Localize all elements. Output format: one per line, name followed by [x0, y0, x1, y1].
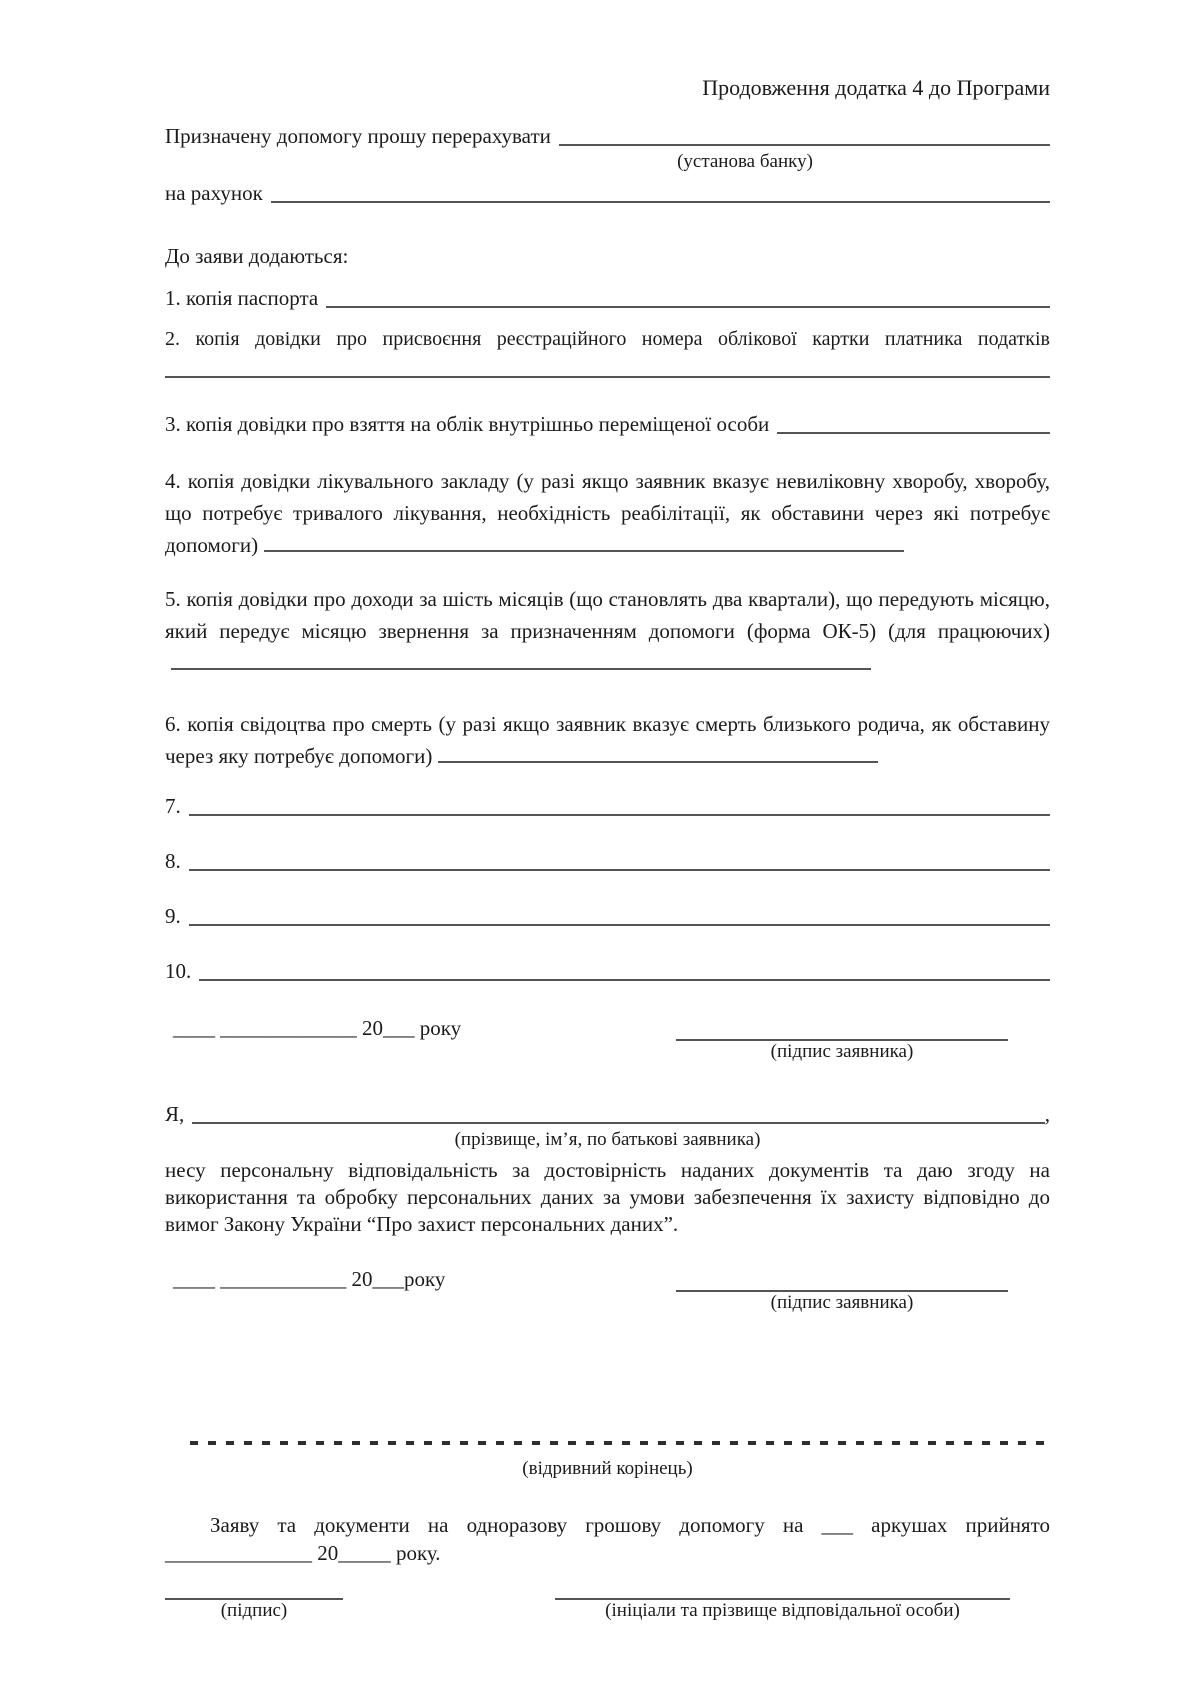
attachment-item-9-number: 9.	[165, 904, 181, 928]
attachment-item-7	[165, 793, 1050, 819]
official-signature-block	[165, 1598, 343, 1622]
declaration-name-caption: (прізвище, ім’я, по батькові заявника)	[454, 1129, 761, 1150]
attachment-item-8	[165, 848, 1050, 874]
date-signature-row-1	[165, 1015, 1050, 1063]
attachment-item-10-blank	[199, 958, 1050, 981]
tear-off-signature-row	[165, 1598, 1050, 1622]
page-title: Продовження додатка 4 до Програми	[702, 75, 1050, 100]
applicant-signature-block-2	[676, 1266, 1008, 1314]
date-line-2: ____ ____________ 20___року	[173, 1267, 446, 1291]
attachment-item-3-label: 3. копія довідки про взяття на облік внутрішньо переміщеної особи	[165, 412, 770, 436]
declaration-trailing-comma: ,	[1044, 1102, 1050, 1126]
attachment-item-8-blank	[189, 848, 1050, 871]
attachment-item-6-blank	[438, 740, 878, 763]
attachment-item-7-number: 7.	[165, 794, 181, 818]
declaration-name-row	[165, 1101, 1050, 1127]
account-row	[165, 180, 1050, 206]
attachment-item-1	[165, 285, 1050, 311]
account-number-blank	[271, 180, 1050, 203]
attachment-item-8-number: 8.	[165, 849, 181, 873]
applicant-signature-caption-2: (підпис заявника)	[770, 1292, 914, 1313]
attachment-item-4	[165, 465, 1050, 561]
official-name-block	[555, 1598, 1010, 1622]
attachments-intro: До заяви додаються:	[165, 244, 349, 268]
attachment-item-9	[165, 903, 1050, 929]
attachment-item-10	[165, 958, 1050, 984]
attachment-item-6	[165, 708, 1050, 772]
attachment-item-9-blank	[189, 903, 1050, 926]
attachment-item-4-blank	[264, 529, 904, 552]
attachment-item-3-blank	[777, 411, 1050, 434]
applicant-signature-caption-1: (підпис заявника)	[770, 1041, 914, 1062]
attachment-item-5-text: 5. копія довідки про доходи за шість місяців (що становлять два квартали), що передують місяцю, який передує місяцю звернення за призначенням допомоги (форма ОК-5) (для працюючих)	[165, 587, 1050, 643]
official-signature-caption: (підпис)	[220, 1600, 288, 1621]
attachment-item-3	[165, 411, 1050, 437]
bank-name-blank	[559, 123, 1050, 146]
attachment-item-7-blank	[189, 793, 1050, 816]
tear-off-line-2: ______________ 20_____ року.	[165, 1541, 441, 1565]
attachment-item-4-text: 4. копія довідки лікувального закладу (у разі якщо заявник вказує невиліковну хворобу, хворобу, що потребує тривалого лікування, необхідність реабілітації, як обставини через які потребує допомоги)	[165, 469, 1050, 557]
attachment-item-5-blank	[171, 647, 871, 670]
account-label: на рахунок	[165, 181, 263, 205]
attachment-item-5	[165, 583, 1050, 679]
attachment-item-10-number: 10.	[165, 959, 192, 983]
transfer-request-row	[165, 123, 1050, 149]
declaration-body: несу персональну відповідальність за достовірність наданих документів та даю згоду на використання та обробку персональних даних за умови забезпечення їх захисту відповідно до вимог Закону України “Про захист персональних даних”.	[165, 1158, 1050, 1236]
attachment-item-2-blank	[165, 376, 1050, 378]
attachment-item-6-text: 6. копія свідоцтва про смерть (у разі якщо заявник вказує смерть близького родича, як обставину через яку потребує допомоги)	[165, 712, 1050, 768]
bank-caption: (установа банку)	[677, 151, 813, 172]
attachment-item-1-blank	[326, 285, 1050, 308]
official-name-caption: (ініціали та прізвище відповідальної особи)	[605, 1600, 960, 1621]
transfer-request-label: Призначену допомогу прошу перерахувати	[165, 124, 551, 148]
date-signature-row-2	[165, 1266, 1050, 1314]
tear-off-caption: (відривний корінець)	[522, 1458, 693, 1479]
declaration-name-blank	[192, 1101, 1044, 1124]
tear-off-separator	[190, 1441, 1045, 1445]
applicant-signature-blank-2	[676, 1266, 1008, 1292]
applicant-signature-block-1	[676, 1015, 1008, 1063]
declaration-prefix: Я,	[165, 1102, 185, 1126]
tear-off-line-1: Заяву та документи на одноразову грошову допомогу на ___ аркушах прийнято	[210, 1513, 1050, 1537]
applicant-signature-blank-1	[676, 1015, 1008, 1041]
attachment-item-1-label: 1. копія паспорта	[165, 286, 319, 310]
date-line-1: ____ _____________ 20___ року	[173, 1016, 462, 1040]
attachment-item-2: 2. копія довідки про присвоєння реєстраційного номера облікової картки платника податків	[165, 328, 1050, 350]
